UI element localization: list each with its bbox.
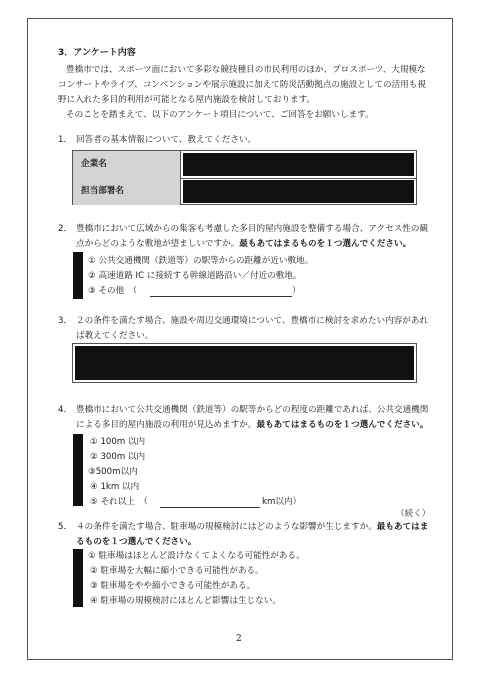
q3-line-1: ２の条件を満たす場合、施設や周辺交通環境について、豊橋市に検討を求めたい内容があれ: [76, 316, 429, 326]
section-title: 3．アンケート内容: [58, 48, 136, 58]
q2-instruction: 最もあてはまるものを１つ選んでください。: [239, 239, 412, 249]
q2-option-2-mark: ②: [88, 271, 96, 281]
respondent-info-table: [72, 150, 417, 205]
q4-option-4[interactable]: [90, 481, 139, 493]
intro-line-4: そのことを踏まえて、以下のアンケート項目について、ご回答をお願いします。: [66, 110, 374, 120]
q4-line-2-plain: による多目的屋内施設の利用が見込めますか。: [76, 420, 257, 430]
q5-option-1-mark: ①: [88, 551, 96, 561]
q5-option-1[interactable]: [88, 550, 305, 562]
q4-option-2-text: 300m 以内: [100, 452, 146, 462]
q4-option-2[interactable]: [90, 451, 145, 463]
q4-option-2-mark: ②: [90, 452, 98, 462]
q4-option-4-text: 1km 以内: [100, 482, 140, 492]
q4-line-1: 豊橋市において公共交通機関（鉄道等）の駅等からどの程度の距離であれば、公共交通機関: [76, 405, 429, 415]
company-row: [73, 151, 416, 179]
q2-option-3-mark: ③: [88, 286, 96, 296]
q5-option-4-mark: ④: [90, 596, 98, 606]
company-name-field-redacted[interactable]: [183, 153, 414, 176]
q5-option-3[interactable]: [90, 580, 255, 592]
q4-option-5[interactable]: [90, 496, 148, 508]
q4-option-3[interactable]: [88, 466, 138, 478]
q2-option-1-mark: ①: [88, 256, 96, 266]
q5-option-2[interactable]: [90, 565, 264, 577]
q5-line-1: [76, 521, 428, 533]
q3-line-2: ば教えてください。: [76, 331, 154, 341]
q4-option-1-mark: ①: [90, 437, 98, 447]
intro-line-2: コンサートやライブ、コンベンションや展示施設に加えて防災活動拠点の施設としての活用も視: [58, 80, 426, 90]
q2-line-2: [76, 238, 411, 250]
department-row: [73, 178, 416, 205]
continued-label: （続く）: [396, 509, 431, 519]
q5-line-1-plain: ４の条件を満たす場合、駐車場の規模検討にはどのような影響が生じますか。: [76, 522, 377, 532]
q1-text: 回答者の基本情報について、教えてください。: [76, 135, 257, 145]
q4-option-3-text: 500m以内: [95, 467, 138, 477]
q4-instruction: 最もあてはまるものを１つ選んでください。: [256, 420, 429, 430]
intro-line-3: 野に入れた多目的利用が可能となる屋内施設を検討しております。: [58, 95, 316, 105]
q4-distance-input-line[interactable]: [160, 507, 260, 508]
q2-option-1-text: 公共交通機関（鉄道等）の駅等からの距離が近い敷地。: [98, 256, 314, 266]
intro-line-1: 豊橋市では、スポーツ面において多彩な競技種目の市民利用のほか、プロスポーツ、大規模な: [66, 65, 426, 75]
q4-option-3-mark: ③: [88, 467, 96, 477]
q4-option-4-mark: ④: [90, 482, 98, 492]
q2-option-2[interactable]: [88, 270, 302, 282]
q5-option-4[interactable]: [90, 595, 281, 607]
q3-number: 3．: [58, 316, 73, 326]
q2-number: 2．: [58, 224, 73, 234]
q3-answer-redacted: [75, 346, 414, 380]
q4-line-2: [76, 419, 428, 431]
q4-option-1[interactable]: [90, 436, 145, 448]
page-number: 2: [236, 634, 242, 644]
q4-number: 4．: [58, 405, 73, 415]
q3-answer-box[interactable]: [72, 343, 417, 383]
q5-option-3-mark: ③: [90, 581, 98, 591]
q2-answer-redaction: [73, 252, 83, 299]
q2-option-2-text: 高速道路 IC に接続する幹線道路沿い／付近の敷地。: [98, 271, 302, 281]
department-field-redacted[interactable]: [183, 180, 414, 203]
q4-option-5-text: それ以上 （: [100, 497, 148, 507]
q4-option-5-unit: km以内）: [262, 497, 302, 507]
q2-line-2-plain: 点からどのような敷地が望ましいですか。: [76, 239, 240, 249]
q5-instruction-part-1: 最もあてはま: [376, 522, 429, 532]
q5-instruction-part-2: るものを１つ選んでください。: [76, 537, 197, 547]
q2-option-3-text: その他 （: [98, 286, 138, 296]
q4-option-1-text: 100m 以内: [100, 437, 146, 447]
q2-other-input-line[interactable]: [150, 296, 292, 297]
company-label: 企業名: [73, 151, 181, 178]
q5-answer-redaction: [73, 549, 83, 607]
q5-option-3-text: 駐車場をやや縮小できる可能性がある。: [100, 581, 256, 591]
q1-number: 1．: [58, 135, 73, 145]
q2-option-3[interactable]: [88, 285, 137, 297]
q5-number: 5．: [58, 522, 73, 532]
q4-option-5-mark: ⑤: [90, 497, 98, 507]
q5-option-4-text: 駐車場の規模検討にほとんど影響は生じない。: [100, 596, 281, 606]
q2-option-1[interactable]: [88, 255, 313, 267]
q5-option-1-text: 駐車場はほとんど設けなくてよくなる可能性がある。: [98, 551, 305, 561]
q4-answer-redaction: [73, 434, 83, 506]
q2-option-3-close: ）: [292, 286, 301, 296]
q5-option-2-mark: ②: [90, 566, 98, 576]
q5-option-2-text: 駐車場を大幅に縮小できる可能性がある。: [100, 566, 264, 576]
department-label: 担当部署名: [73, 178, 181, 205]
q2-line-1: 豊橋市において広域からの集客も考慮した多目的屋内施設を整備する場合、アクセス性の観: [76, 224, 429, 234]
